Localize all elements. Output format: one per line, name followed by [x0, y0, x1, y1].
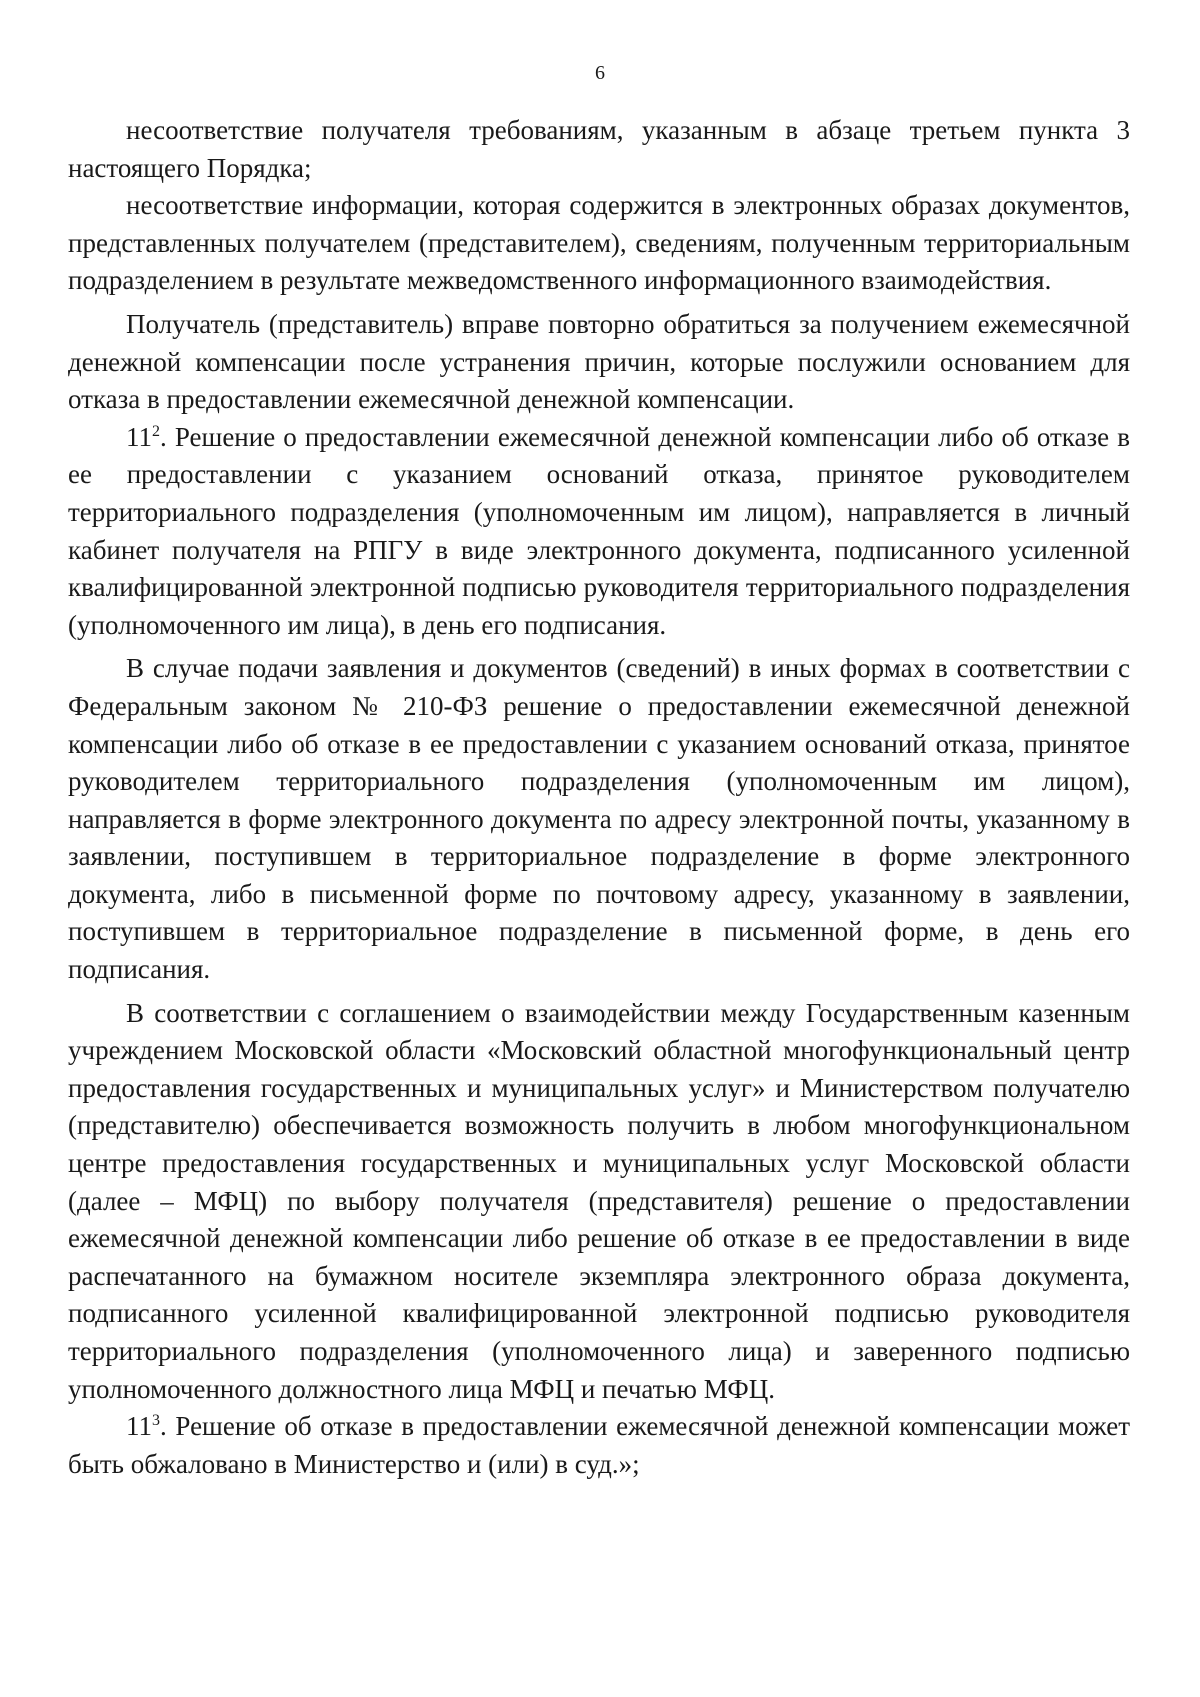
paragraph-6: В соответствии с соглашением о взаимодействии между Государственным казенным учреждением Московской области «Московский областной многофункциональный центр предоставления государственных и муниципальных услуг» и Министерством получателю (представителю) обеспечивается возможность получить в любом многофункциональном центре предоставления государственных и муниципальных услуг Московской области (далее – МФЦ) по выбору получателя (представителя) решение о предоставлении ежемесячной денежной компенсации либо решение об отказе в ее предоставлении в виде распечатанного на бумажном носителе экземпляра электронного образа документа, подписанного усиленной квалифицированной электронной подписью руководителя территориального подразделения (уполномоченного лица) и заверенного подписью уполномоченного должностного лица МФЦ и печатью МФЦ. — [68, 997, 1130, 1404]
item-number: 11 — [126, 421, 152, 452]
item-superscript: 2 — [152, 422, 160, 440]
item-number: 11 — [126, 1411, 152, 1442]
document-body — [68, 112, 1130, 1483]
paragraph-2: несоответствие информации, которая содержится в электронных образах документов, представленных получателем (представителем), сведениям, полученным территориальным подразделением в результате межведомственного информационного взаимодействия. — [68, 190, 1130, 296]
paragraph-5: В случае подачи заявления и документов (сведений) в иных формах в соответствии с Федеральным законом № 210-ФЗ решение о предоставлении ежемесячной денежной компенсации либо об отказе в ее предоставлении с указанием оснований отказа, принятое руководителем территориального подразделения (уполномоченным им лицом), направляется в форме электронного документа по адресу электронной почты, указанному в заявлении, поступившем в территориальное подразделение в форме электронного документа, либо в письменной форме по почтовому адресу, указанному в заявлении, поступившем в территориальное подразделение в письменной форме, в день его подписания. — [68, 653, 1130, 985]
paragraph-3: Получатель (представитель) вправе повторно обратиться за получением ежемесячной денежной компенсации после устранения причин, которые послужили основанием для отказа в предоставлении ежемесячной денежной компенсации. — [68, 308, 1130, 415]
paragraph-item-11-3 — [68, 1408, 1130, 1483]
item-superscript: 3 — [152, 1412, 160, 1430]
page-number: 6 — [595, 62, 605, 84]
paragraph-1: несоответствие получателя требованиям, указанным в абзаце третьем пункта 3 настоящего Порядка; — [68, 115, 1130, 183]
paragraph-item-11-2 — [68, 419, 1130, 645]
item-text: . Решение о предоставлении ежемесячной денежной компенсации либо об отказе в ее предоставлении с указанием оснований отказа, принятое руководителем территориального подразделения (уполномоченным им лицом), направляется в личный кабинет получателя на РПГУ в виде электронного документа, подписанного усиленной квалифицированной электронной подписью руководителя территориального подразделения (уполномоченного им лица), в день его подписания. — [68, 421, 1130, 640]
item-text: . Решение об отказе в предоставлении ежемесячной денежной компенсации может быть обжаловано в Министерство и (или) в суд.»; — [68, 1411, 1130, 1479]
